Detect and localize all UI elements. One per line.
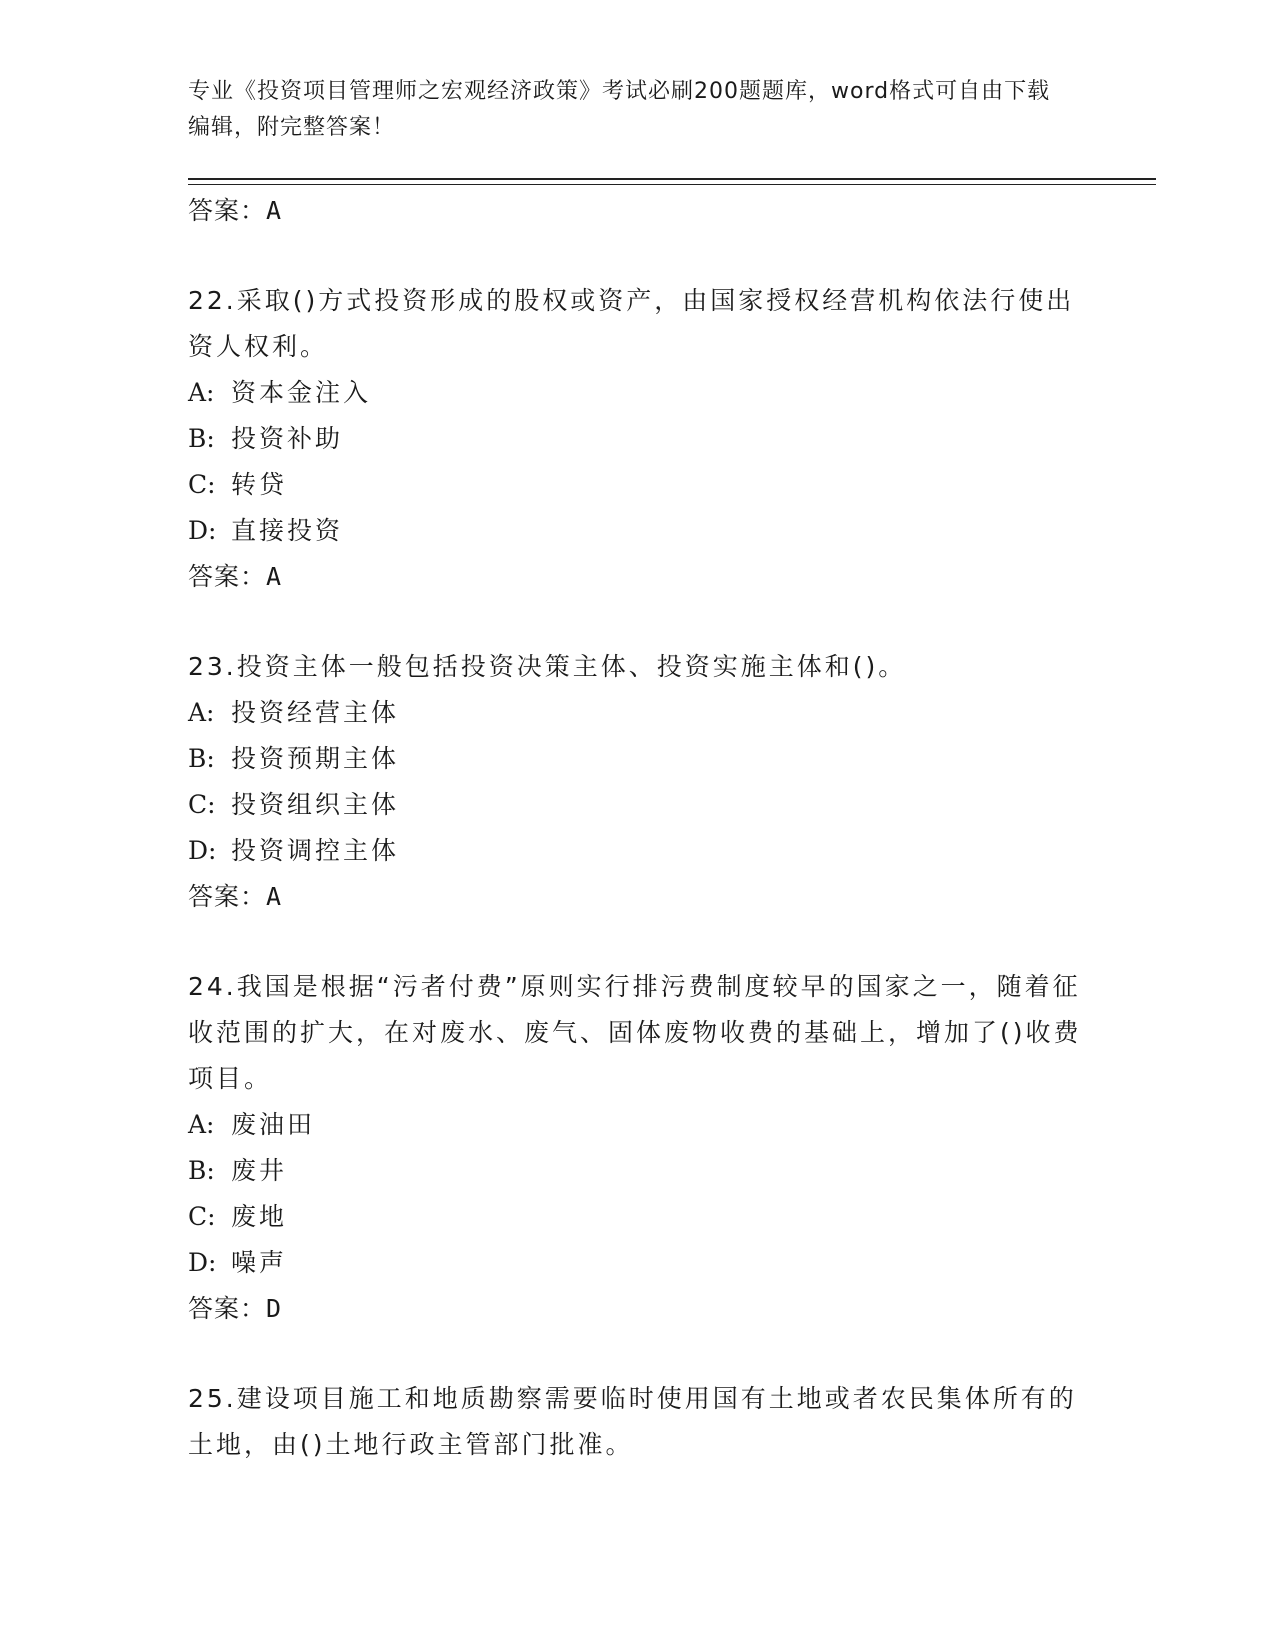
option-letter: A:: [188, 1110, 215, 1139]
option-c: [188, 462, 1088, 508]
option-text: 投资经营主体: [231, 698, 400, 727]
answer-line: [188, 188, 1088, 234]
option-letter: C:: [188, 790, 216, 819]
option-letter: D:: [188, 836, 217, 865]
option-text: 噪声: [231, 1248, 288, 1277]
question-item: [188, 964, 1088, 1332]
option-b: [188, 416, 1088, 462]
document-header: 专业《投资项目管理师之宏观经济政策》考试必刷200题题库，word格式可自由下载编辑，附完整答案！: [188, 79, 1051, 140]
option-letter: B:: [188, 1156, 215, 1185]
option-b: [188, 736, 1088, 782]
answer-line: [188, 1286, 1088, 1332]
header-divider-thick: [188, 178, 1156, 180]
answer-value: D: [266, 1294, 282, 1323]
option-text: 投资补助: [231, 424, 344, 453]
answer-label: 答案：: [188, 1294, 267, 1323]
answer-value: A: [266, 562, 282, 591]
option-letter: B:: [188, 424, 215, 453]
option-b: [188, 1148, 1088, 1194]
question-list: [188, 188, 1088, 1468]
header-divider-thin: [188, 184, 1156, 185]
option-letter: A:: [188, 698, 215, 727]
answer-line: [188, 874, 1088, 920]
option-text: 废地: [231, 1202, 288, 1231]
question-text: 23.投资主体一般包括投资决策主体、投资实施主体和()。: [188, 652, 907, 681]
option-letter: C:: [188, 1202, 216, 1231]
option-letter: A:: [188, 378, 215, 407]
answer-label: 答案：: [188, 562, 267, 591]
answer-line: [188, 554, 1088, 600]
question-item: [188, 1376, 1088, 1468]
question-item: [188, 278, 1088, 600]
option-d: [188, 508, 1088, 554]
option-text: 投资调控主体: [231, 836, 400, 865]
option-a: [188, 370, 1088, 416]
option-a: [188, 1102, 1088, 1148]
option-text: 资本金注入: [231, 378, 372, 407]
question-item: [188, 644, 1088, 920]
question-text: 24.我国是根据“污者付费”原则实行排污费制度较早的国家之一，随着征收范围的扩大，在对废水、废气、固体废物收费的基础上，增加了()收费项目。: [188, 972, 1082, 1093]
option-c: [188, 1194, 1088, 1240]
answer-label: 答案：: [188, 882, 267, 911]
answer-label: 答案：: [188, 196, 267, 225]
question-text: 22.采取()方式投资形成的股权或资产，由国家授权经营机构依法行使出资人权利。: [188, 286, 1075, 361]
answer-value: A: [266, 882, 282, 911]
option-text: 废井: [231, 1156, 288, 1185]
answer-value: A: [266, 196, 282, 225]
option-text: 废油田: [231, 1110, 316, 1139]
option-d: [188, 1240, 1088, 1286]
option-c: [188, 782, 1088, 828]
option-letter: C:: [188, 470, 216, 499]
option-text: 投资预期主体: [231, 744, 400, 773]
option-letter: B:: [188, 744, 215, 773]
question-text: 25.建设项目施工和地质勘察需要临时使用国有土地或者农民集体所有的土地，由()土地行政主管部门批准。: [188, 1384, 1077, 1459]
option-a: [188, 690, 1088, 736]
option-d: [188, 828, 1088, 874]
option-text: 转贷: [231, 470, 288, 499]
option-text: 投资组织主体: [231, 790, 400, 819]
option-letter: D:: [188, 516, 217, 545]
option-letter: D:: [188, 1248, 217, 1277]
option-text: 直接投资: [231, 516, 344, 545]
